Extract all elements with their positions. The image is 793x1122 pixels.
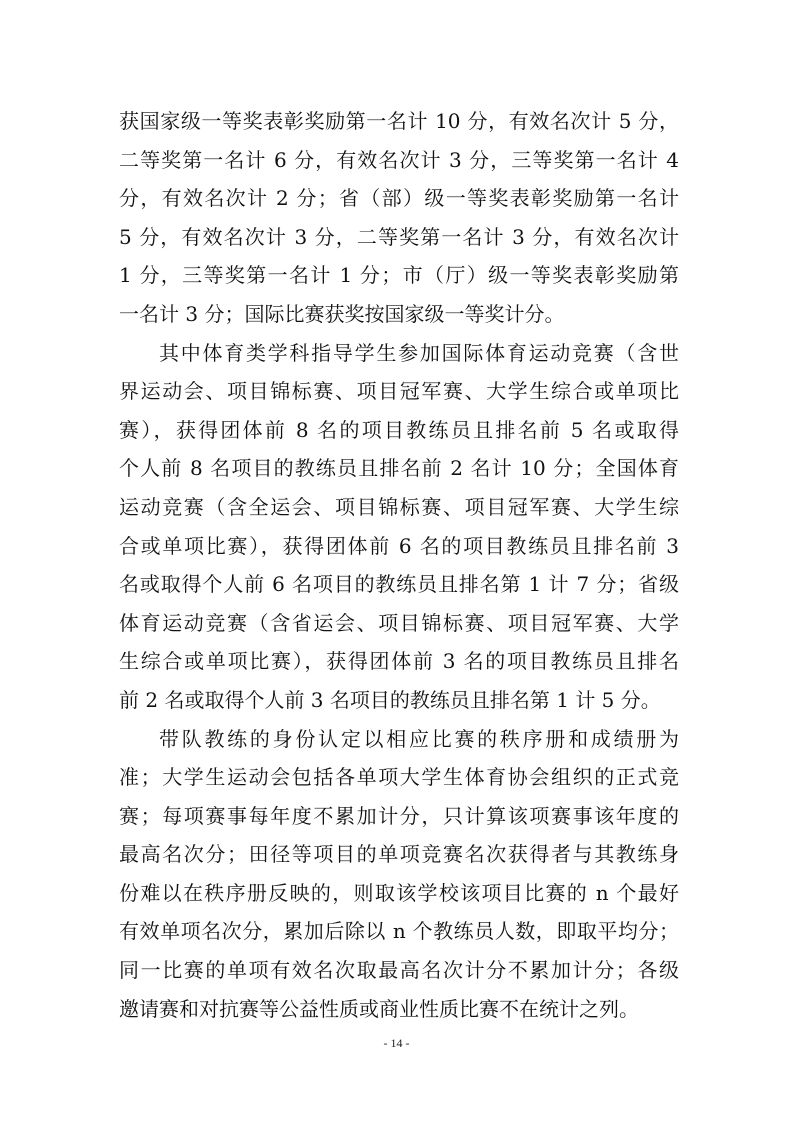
text-line: 1 分，三等奖第一名计 1 分；市（厅）级一等奖表彰奖励第 [119,263,679,288]
text-line: 二等奖第一名计 6 分，有效名次计 3 分，三等奖第一名计 4 [119,147,679,172]
text-line: 有效单项名次分，累加后除以 n 个教练员人数，即取平均分； [119,919,679,944]
text-line: 其中体育类学科指导学生参加国际体育运动竞赛（含世 [159,340,679,365]
text-line: 合或单项比赛），获得团体前 6 名的项目教练员且排名前 3 [119,533,679,558]
text-line: 份难以在秩序册反映的，则取该学校该项目比赛的 n 个最好 [119,880,679,905]
text-line: 前 2 名或取得个人前 3 名项目的教练员且排名第 1 计 5 分。 [119,687,661,712]
body-text [119,102,679,1028]
text-line: 邀请赛和对抗赛等公益性质或商业性质比赛不在统计之列。 [119,996,639,1021]
text-line: 准；大学生运动会包括各单项大学生体育协会组织的正式竞 [119,765,679,790]
text-line: 赛；每项赛事每年度不累加计分，只计算该项赛事该年度的 [119,803,679,828]
text-line: 同一比赛的单项有效名次取最高名次计分不累加计分；各级 [119,958,679,983]
text-line: 界运动会、项目锦标赛、项目冠军赛、大学生综合或单项比 [119,379,679,404]
page-number: - 14 - [383,1036,410,1050]
text-line: 最高名次分；田径等项目的单项竞赛名次获得者与其教练身 [119,842,679,867]
text-line: 赛），获得团体前 8 名的项目教练员且排名前 5 名或取得 [119,417,679,442]
text-line: 个人前 8 名项目的教练员且排名前 2 名计 10 分；全国体育 [119,456,679,481]
text-line: 名或取得个人前 6 名项目的教练员且排名第 1 计 7 分；省级 [119,572,679,597]
text-line: 生综合或单项比赛），获得团体前 3 名的项目教练员且排名 [119,649,679,674]
text-line: 分，有效名次计 2 分；省（部）级一等奖表彰奖励第一名计 [119,186,679,211]
text-line: 运动竞赛（含全运会、项目锦标赛、项目冠军赛、大学生综 [119,494,679,519]
text-line: 5 分，有效名次计 3 分，二等奖第一名计 3 分，有效名次计 [119,224,679,249]
text-line: 带队教练的身份认定以相应比赛的秩序册和成绩册为 [159,726,679,751]
text-line: 体育运动竞赛（含省运会、项目锦标赛、项目冠军赛、大学 [119,610,679,635]
text-line: 一名计 3 分；国际比赛获奖按国家级一等奖计分。 [119,301,565,326]
text-line: 获国家级一等奖表彰奖励第一名计 10 分，有效名次计 5 分， [119,109,679,133]
